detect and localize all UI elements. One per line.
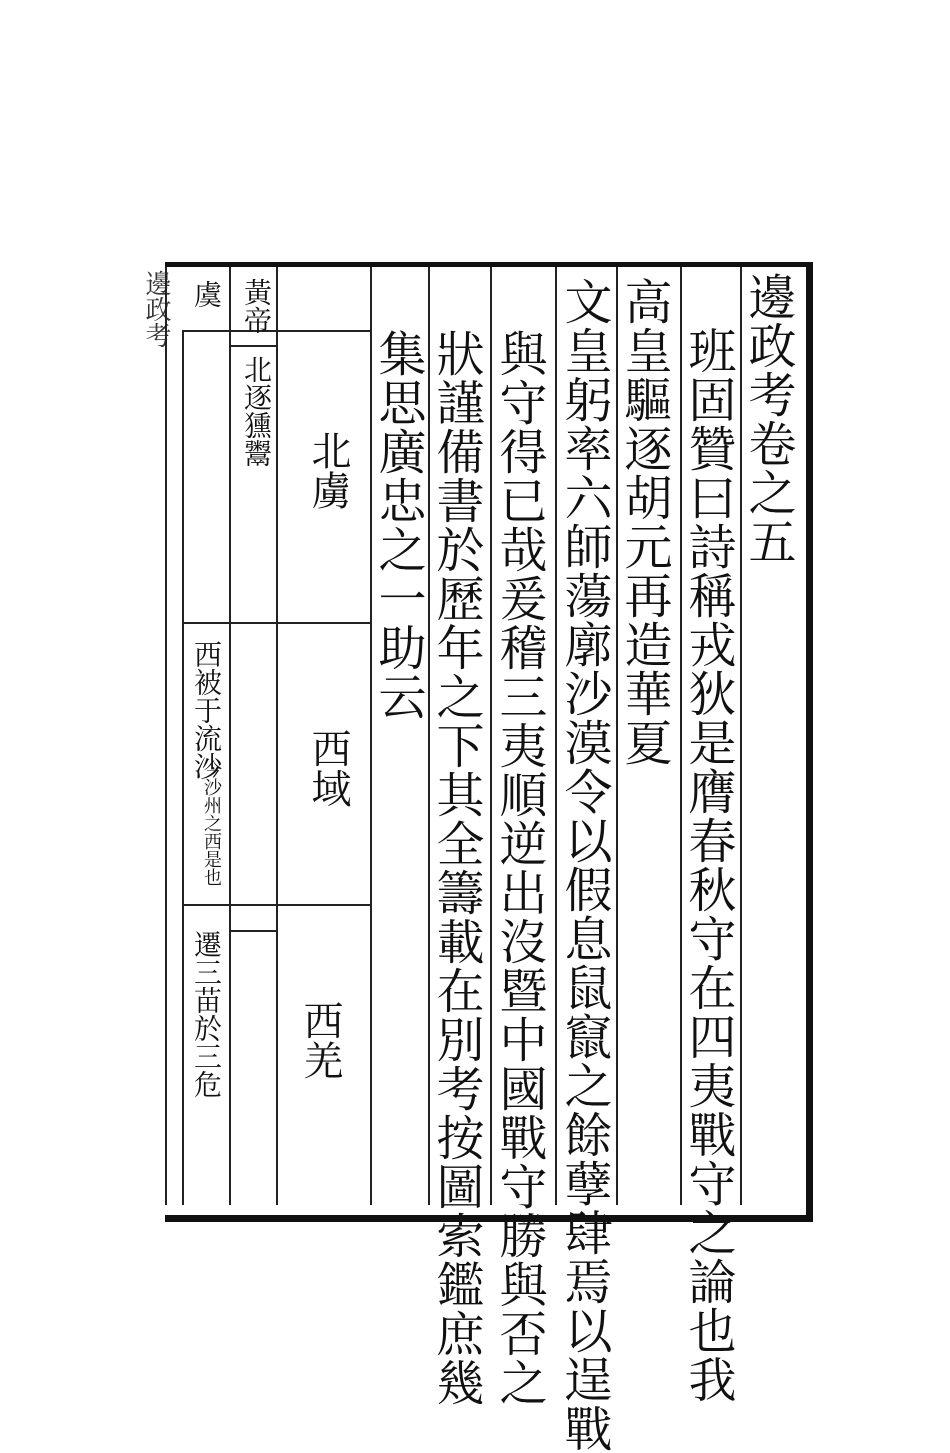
- text-column: 與守得已哉爰稽三夷順逆出沒暨中國戰守勝與否之: [491, 329, 547, 1407]
- table-rule: [182, 330, 370, 332]
- dynasty-header: 黃帝: [240, 278, 273, 334]
- region-label: 西域: [305, 728, 351, 808]
- table-annotation: 今沙州之西是也: [201, 760, 222, 886]
- column-rule: [276, 267, 278, 1205]
- region-label: 西羌: [297, 1000, 343, 1080]
- volume-title: 邊政考卷之五: [740, 272, 796, 566]
- column-rule: [229, 267, 231, 1205]
- table-entry: 北逐獯鬻: [240, 355, 273, 467]
- spine-label: 邊政考: [141, 270, 171, 348]
- column-rule: [165, 267, 167, 1205]
- text-column: 高皇驅逐胡元再造華夏: [616, 277, 672, 767]
- table-entry: 西被于流沙: [190, 640, 223, 780]
- table-entry: 遷三苗於三危: [190, 930, 223, 1098]
- table-rule: [229, 930, 276, 932]
- text-column: 班固贊曰詩稱戎狄是膺春秋守在四夷戰守之論也我: [680, 326, 736, 1404]
- text-column: 文皇躬率六師蕩廓沙漠令以假息鼠竄之餘孽肆焉以逞戰: [556, 277, 612, 1453]
- region-label: 北虜: [305, 430, 351, 510]
- text-column: 集思廣忠之一助云: [370, 329, 426, 721]
- table-rule: [229, 345, 276, 347]
- table-rule: [182, 622, 370, 624]
- text-column: 狀謹備書於歷年之下其全籌載在別考按圖索鑑庶幾: [428, 329, 484, 1407]
- table-rule: [182, 904, 370, 906]
- dynasty-header: 虞: [190, 280, 223, 308]
- column-rule: [182, 330, 184, 1205]
